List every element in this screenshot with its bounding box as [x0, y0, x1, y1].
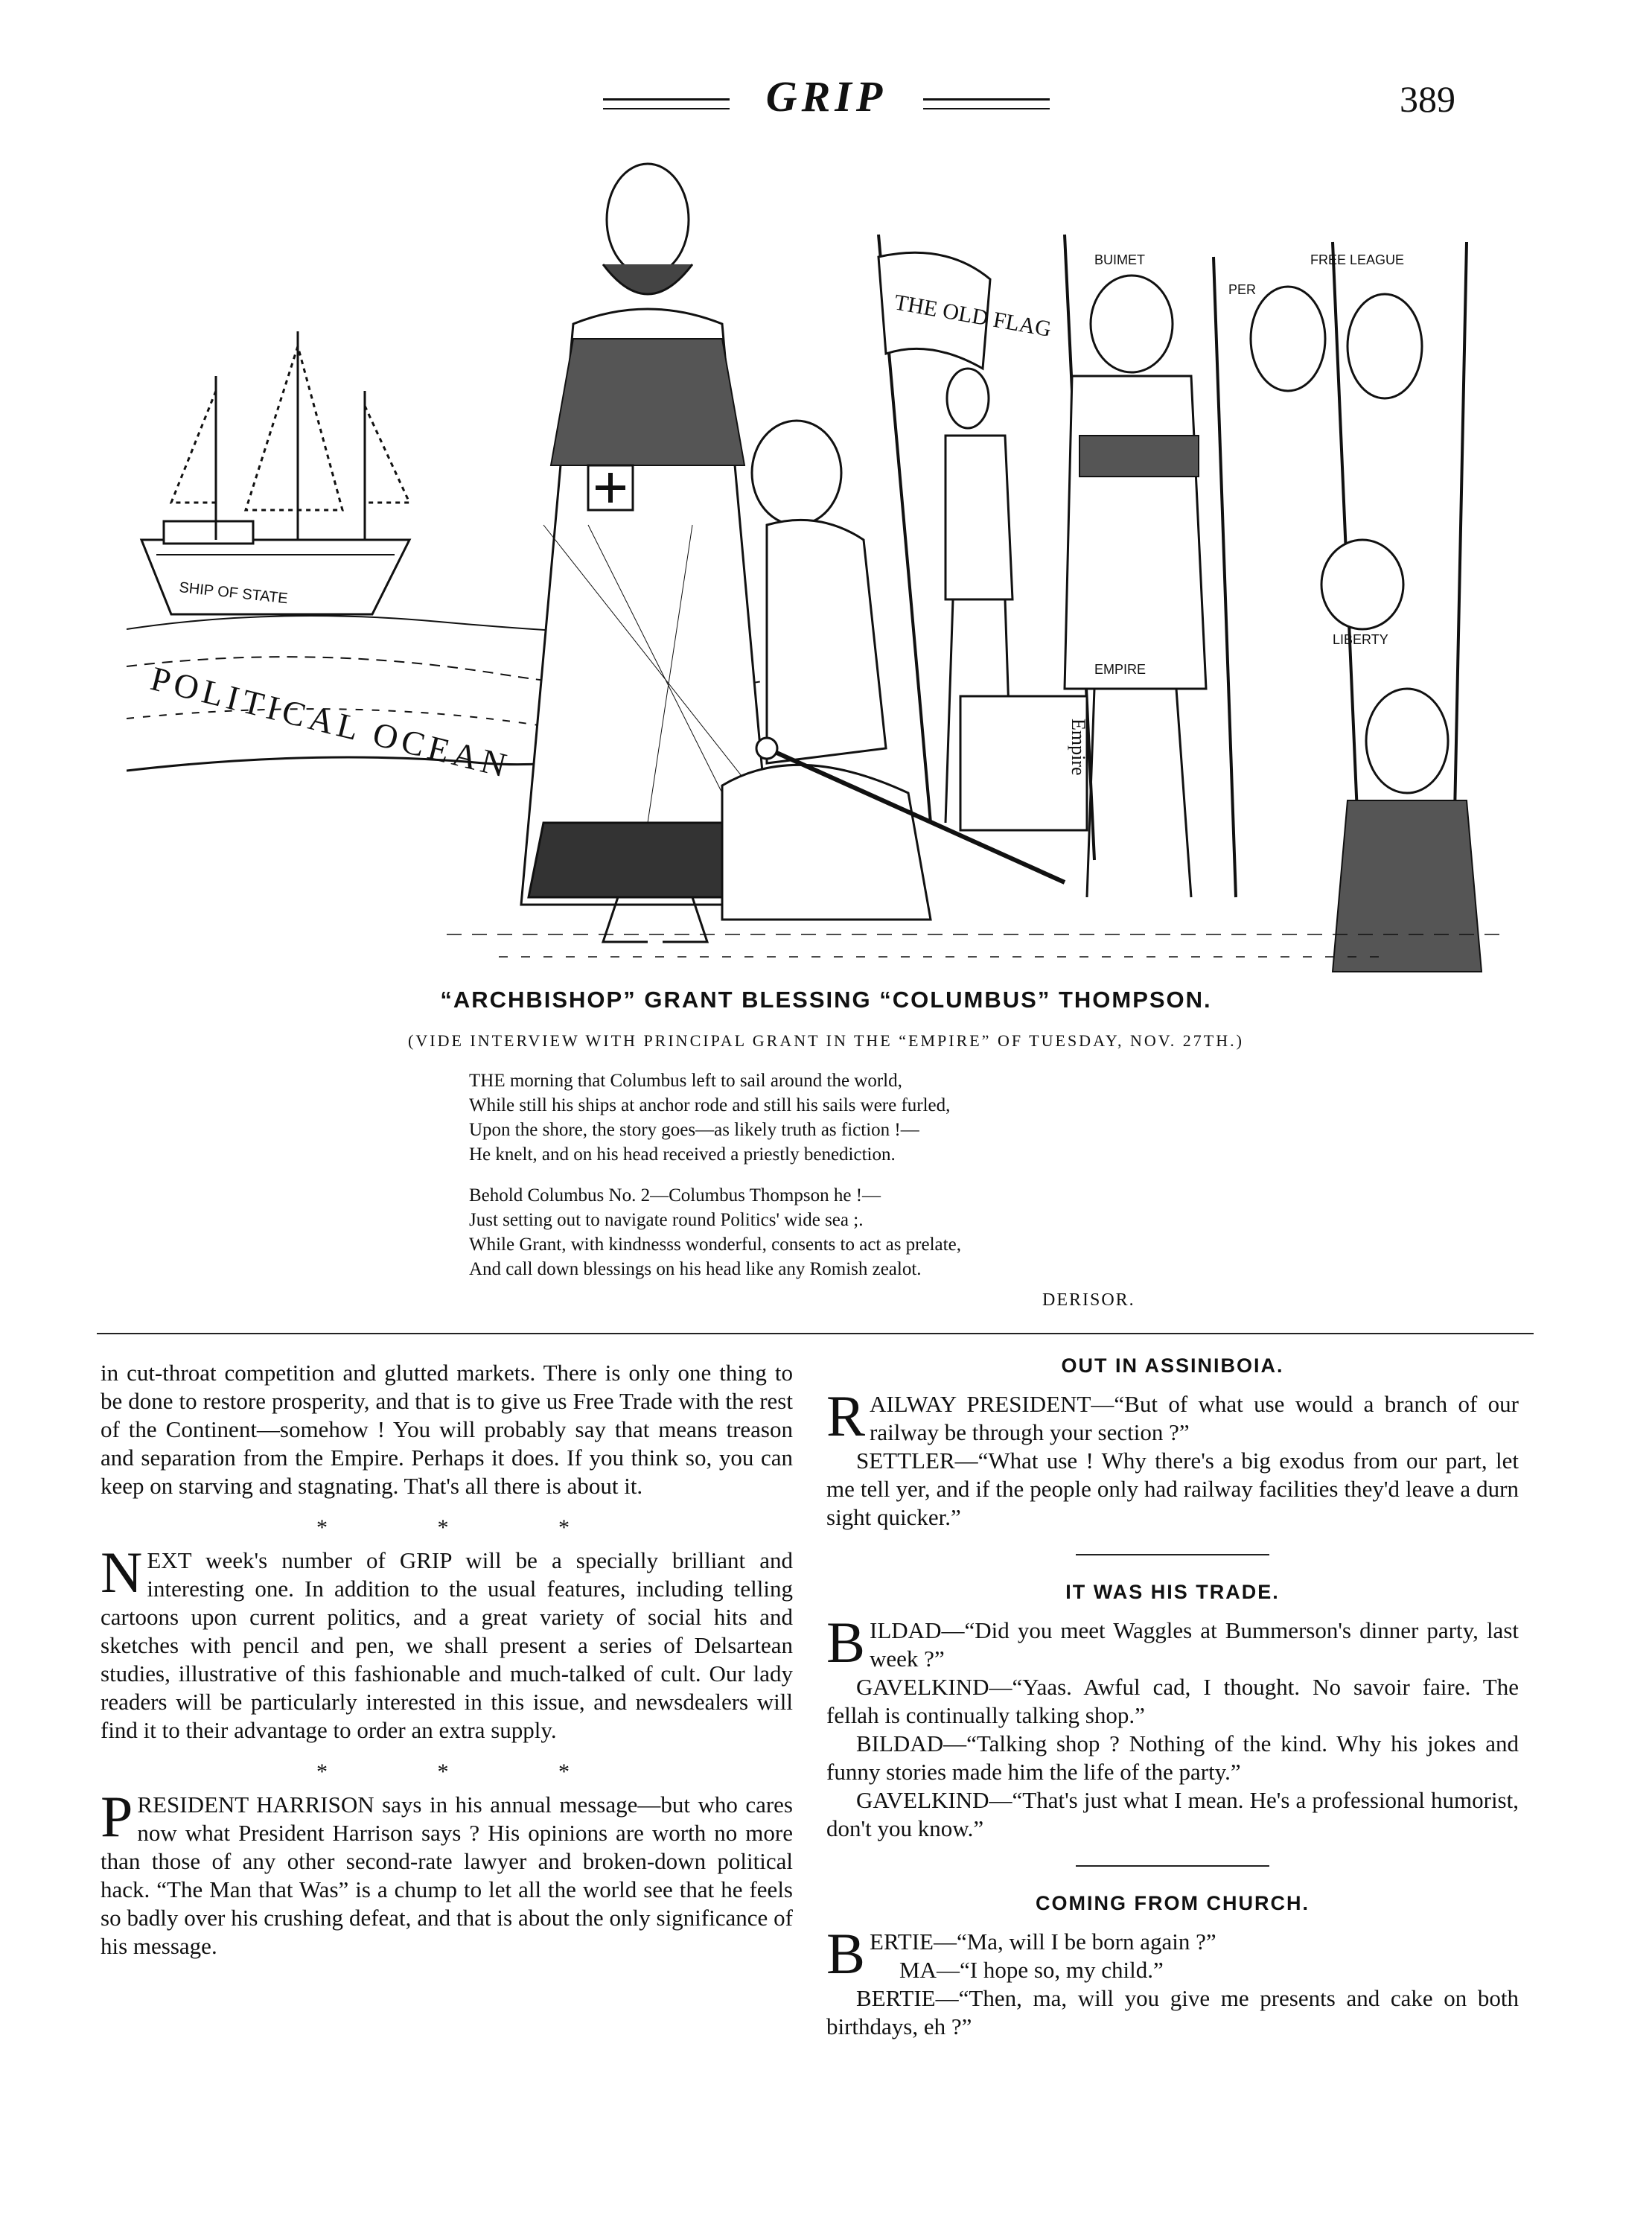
dialogue-line: AILWAY PRESIDENT—“But of what use would a branch of our railway be through your section ?” — [870, 1391, 1519, 1445]
short-divider — [1076, 1865, 1269, 1867]
belt-empire: EMPIRE — [1094, 662, 1146, 677]
heading-church: COMING FROM CHURCH. — [1036, 1892, 1310, 1914]
page-number: 389 — [1400, 78, 1455, 120]
poem-line: Behold Columbus No. 2—Columbus Thompson he !— — [469, 1185, 881, 1206]
dialogue-trade-4 — [826, 1786, 1519, 1843]
short-divider — [1076, 1554, 1269, 1555]
kneeling-figure — [722, 421, 1065, 920]
paragraph-harrison — [101, 1784, 793, 1961]
poem-line: While Grant, with kindnesss wonderful, consents to act as prelate, — [469, 1235, 961, 1255]
poem-line: Upon the shore, the story goes—as likely truth as fiction !— — [469, 1120, 919, 1140]
speaker-name: MA — [899, 1957, 937, 1983]
dialogue-assiniboia-reply — [826, 1447, 1519, 1532]
banner-free-league: FREE LEAGUE — [1310, 252, 1405, 267]
dialogue-trade-2 — [826, 1673, 1519, 1730]
speaker-name: GAVELKIND — [856, 1674, 989, 1700]
poem-line: THE morning that Columbus left to sail around the world, — [469, 1071, 902, 1091]
left-column — [101, 1359, 793, 1961]
heading-assiniboia: OUT IN ASSINIBOIA. — [1061, 1354, 1284, 1377]
poem-line: He knelt, and on his head received a priestly benediction. — [469, 1144, 896, 1165]
empire-sign-label: Empire — [1068, 719, 1089, 776]
sea-label: POLITICAL OCEAN — [147, 659, 515, 786]
belt-liberty: LIBERTY — [1333, 632, 1388, 647]
speaker-name: BERTIE — [856, 1985, 936, 2011]
drop-cap: N — [101, 1540, 143, 1605]
cartoon-illustration — [127, 153, 1526, 979]
dialogue-line: —“That's just what I mean. He's a professional humorist, don't you know.” — [826, 1787, 1519, 1841]
dialogue-assiniboia — [826, 1383, 1519, 1448]
publication-title: GRIP — [765, 72, 887, 121]
poem-line: While still his ships at anchor rode and still his sails were furled, — [469, 1095, 951, 1115]
drop-cap: R — [826, 1383, 866, 1448]
speaker-name: SETTLER — [856, 1447, 955, 1474]
paragraph-next-week — [101, 1540, 793, 1745]
poem-stanza-1 — [469, 1068, 1214, 1167]
poem-signature: DERISOR. — [1042, 1290, 1135, 1310]
poem-line: Just setting out to navigate round Politics' wide sea ;. — [469, 1210, 864, 1230]
poem — [469, 1068, 1214, 1310]
drop-cap: B — [826, 1610, 866, 1675]
dialogue-line: —“What use ! Why there's a big exodus from our part, let me tell yer, and if the people only had railway facilities they'd leave a durn sight quicker.” — [826, 1447, 1519, 1530]
poem-line: And call down blessings on his head like any Romish zealot. — [469, 1259, 922, 1279]
speaker-name: GAVELKIND — [856, 1787, 989, 1813]
dialogue-church-3 — [826, 1984, 1519, 2041]
cartoon-caption-title: “ARCHBISHOP” GRANT BLESSING “COLUMBUS” THOMPSON. — [440, 987, 1212, 1013]
poem-stanza-2 — [469, 1183, 1214, 1281]
ship-of-state — [141, 331, 409, 614]
dialogue-line: ERTIE—“Ma, will I be born again ?” — [870, 1929, 1216, 1955]
paragraph-harrison-text: RESIDENT HARRISON says in his annual message—but who cares now what President Harrison says ? His opinions are worth no more than those of any other second-rate lawyer and broken-down political hack. “The Man that Was” is a chump to let all the world see that he feels so badly over his crushing defeat, and that is about the only significance of his message. — [101, 1791, 793, 1959]
dialogue-trade-1 — [826, 1610, 1519, 1675]
dialogue-line: —“Talking shop ? Nothing of the kind. Why his jokes and funny stories made him the life of the party.” — [826, 1730, 1519, 1785]
dialogue-line: ILDAD—“Did you meet Waggles at Bummerson's dinner party, last week ?” — [870, 1617, 1519, 1672]
ship-label: SHIP OF STATE — [178, 579, 289, 608]
masthead-rule-right — [923, 98, 1050, 109]
banner-old-flag: THE OLD FLAG — [892, 290, 1053, 342]
heading-his-trade: IT WAS HIS TRADE. — [1065, 1581, 1280, 1603]
dialogue-church-2 — [826, 1956, 1519, 1984]
paragraph-free-trade: in cut-throat competition and glutted markets. There is only one thing to be done to restore prosperity, and that is to give us Free Trade with the rest of the Continent—somehow ! You will probably say that means treason and separation from the Empire. Perhaps it does. If you think so, you can keep on starving and stagnating. That's all there is about it. — [101, 1360, 793, 1499]
drop-cap: B — [826, 1921, 866, 1986]
dialogue-line: —“Then, ma, will you give me presents and cake on both birthdays, eh ?” — [826, 1985, 1519, 2039]
masthead — [0, 71, 1652, 124]
banner-buimet: BUIMET — [1094, 252, 1146, 267]
paragraph-next-week-text: EXT week's number of GRIP will be a specially brilliant and interesting one. In addition to the usual features, including telling cartoons upon current politics, and a great variety of social hits and sketches with pencil and pen, we shall present a series of Delsartean studies, illustrative of this fashionable and much-talked of cult. Our lady readers will be particularly interested in this issue, and newsdealers will find it to their advantage to order an extra supply. — [101, 1547, 793, 1743]
banner-per: PER — [1228, 282, 1257, 297]
drop-cap: P — [101, 1784, 133, 1849]
section-stars: * * * — [316, 1515, 622, 1540]
speaker-name: BILDAD — [856, 1730, 944, 1757]
dialogue-line: —“I hope so, my child.” — [936, 1957, 1164, 1983]
right-column — [826, 1351, 1519, 2041]
dialogue-line: —“Yaas. Awful cad, I thought. No savoir faire. The fellah is continually talking shop.” — [826, 1674, 1519, 1728]
cartoon-caption-subtitle: (VIDE INTERVIEW WITH PRINCIPAL GRANT IN THE “EMPIRE” OF TUESDAY, NOV. 27TH.) — [408, 1031, 1244, 1050]
dialogue-trade-3 — [826, 1730, 1519, 1786]
section-stars: * * * — [316, 1759, 622, 1784]
section-divider — [97, 1333, 1534, 1334]
